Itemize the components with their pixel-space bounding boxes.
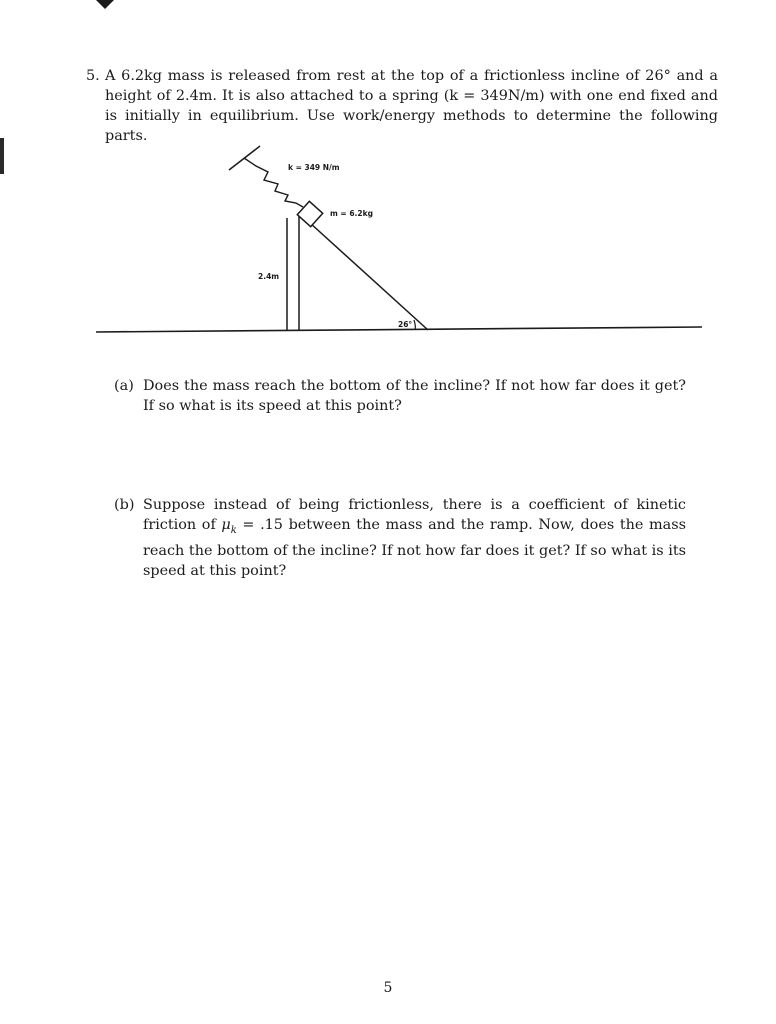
part-b-label: (b): [114, 497, 135, 513]
mu-symbol: μ: [221, 517, 231, 533]
mass-block: [297, 201, 322, 226]
angle-label: 26°: [398, 320, 413, 329]
height-label: 2.4m: [258, 272, 280, 281]
part-b-text: [143, 495, 686, 581]
problem-text: A 6.2kg mass is released from rest at the top of a frictionless incline of 26° and a height of 2.4m. It is also attached to a spring (k = 349N/m) with one end fixed and is initially in equilibrium. Use work/energy methods to determine the following parts.: [105, 68, 718, 144]
page-number: 5: [383, 980, 393, 996]
part-a-label: (a): [114, 378, 134, 394]
mu-subscript: k: [230, 524, 237, 536]
problem-number: 5.: [86, 68, 100, 84]
part-a-text: Does the mass reach the bottom of the incline? If not how far does it get? If so what is its speed at this point?: [143, 378, 686, 414]
part-b-text-after: = .15 between the mass and the ramp. Now, does the mass reach the bottom of the incline? If not how far does it get? If so what is its speed at this point?: [143, 517, 687, 579]
incline-diagram: [0, 0, 776, 360]
part-b-text-before: Suppose instead of being frictionless, there is a coefficient of kinetic friction of: [143, 497, 686, 533]
spring-label: k = 349 N/m: [288, 163, 340, 172]
mass-label: m = 6.2kg: [330, 209, 373, 218]
part-a: [114, 376, 686, 416]
angle-arc: [414, 320, 415, 330]
part-b: [114, 495, 686, 581]
incline-surface: [299, 213, 428, 330]
